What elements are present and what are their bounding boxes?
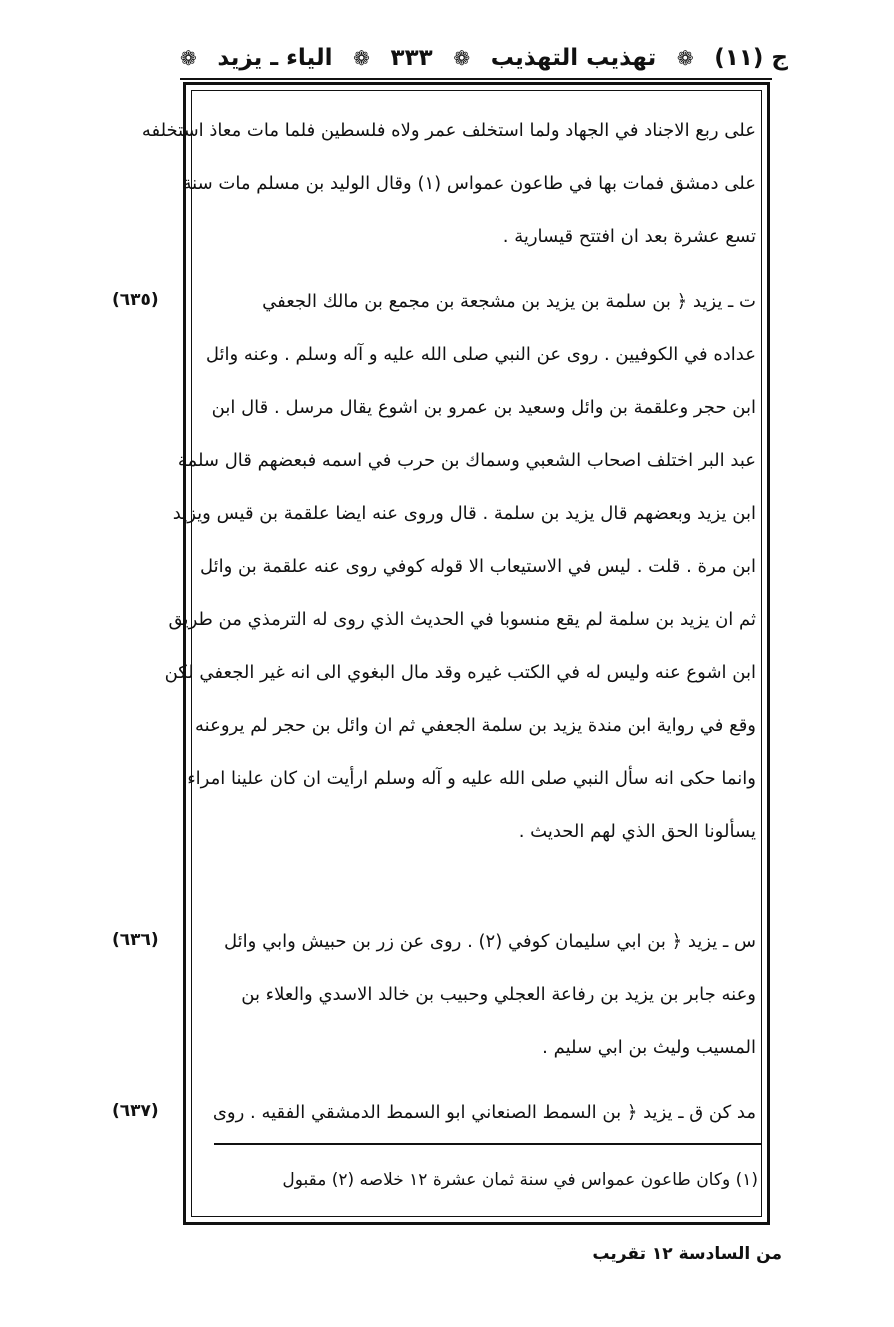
flower-ornament-icon: ❁: [676, 46, 694, 70]
section-title: الياء ـ يزيد: [217, 45, 333, 71]
flower-ornament-icon: ❁: [353, 46, 370, 70]
footnote-continuation: من السادسة ١٢ تقريب: [592, 1244, 782, 1264]
entry-paragraph: [164, 275, 756, 858]
text-line: وقع في رواية ابن مندة يزيد بن سلمة الجعفي ثم ان وائل بن حجر لم يروعنه: [195, 715, 756, 736]
volume-label: ج (١١): [714, 45, 788, 71]
text-line: على دمشق فمات بها في طاعون عمواس (١) وقال الوليد بن مسلم مات سنة: [182, 173, 756, 194]
flower-ornament-icon: ❁: [453, 46, 471, 70]
footnote-rule: [214, 1143, 762, 1145]
text-line: ابن يزيد وبعضهم قال يزيد بن سلمة . قال وروى عنه ايضا علقمة بن قيس ويزيد: [172, 503, 756, 524]
text-line: على ربع الاجناد في الجهاد ولما استخلف عمر ولاه فلسطين فلما مات معاذ استخلفه: [141, 120, 756, 141]
text-line: س ـ يزيد ﴿ بن ابي سليمان كوفي (٢) . روى عن زر بن حبيش وابي وائل: [224, 931, 756, 952]
paragraph-continuation: [141, 104, 756, 263]
text-line: ثم ان يزيد بن سلمة لم يقع منسوبا في الحديث الذي روى له الترمذي من طريق: [168, 609, 756, 630]
running-header: [178, 38, 788, 78]
header-rule: [180, 78, 772, 80]
entry-number: (٦٣٧): [112, 1101, 159, 1121]
text-line: ابن حجر وعلقمة بن وائل وسعيد بن عمرو بن اشوع يقال مرسل . قال ابن: [211, 397, 756, 418]
text-line: ت ـ يزيد ﴿ بن سلمة بن يزيد بن مشجعة بن مجمع بن مالك الجعفي: [262, 291, 756, 312]
flower-ornament-icon: ❁: [180, 46, 197, 70]
text-line: المسيب وليث بن ابي سليم .: [542, 1037, 756, 1058]
entry-paragraph: [206, 1086, 756, 1139]
text-line: ابن مرة . قلت . ليس في الاستيعاب الا قوله كوفي روى عنه علقمة بن وائل: [199, 556, 756, 577]
text-line: يسألونا الحق الذي لهم الحديث .: [518, 821, 756, 842]
footnote-line: (١) وكان طاعون عمواس في سنة ثمان عشرة ١٢ خلاصه (٢) مقبول: [282, 1170, 758, 1190]
text-line: ابن اشوع عنه وليس له في الكتب غيره وقد مال البغوي الى انه غير الجعفي لكن: [164, 662, 756, 683]
entry-paragraph: [206, 915, 756, 1074]
book-title: تهذيب التهذيب: [490, 45, 657, 71]
entry-number: (٦٣٥): [112, 290, 159, 310]
text-line: عبد البر اختلف اصحاب الشعبي وسماك بن حرب في اسمه فبعضهم قال سلمة: [177, 450, 756, 471]
text-line: عداده في الكوفيين . روى عن النبي صلى الله عليه و آله وسلم . وعنه وائل: [205, 344, 756, 365]
page-number: ٣٣٣: [390, 45, 433, 71]
text-line: وانما حكى انه سأل النبي صلى الله عليه و آله وسلم ارأيت ان كان علينا امراء: [187, 768, 756, 789]
text-line: تسع عشرة بعد ان افتتح قيسارية .: [502, 226, 756, 247]
text-line: مد كن ق ـ يزيد ﴿ بن السمط الصنعاني ابو السمط الدمشقي الفقيه . روى: [212, 1102, 756, 1123]
entry-number: (٦٣٦): [112, 930, 159, 950]
text-line: وعنه جابر بن يزيد بن رفاعة العجلي وحبيب بن خالد الاسدي والعلاء بن: [241, 984, 756, 1005]
